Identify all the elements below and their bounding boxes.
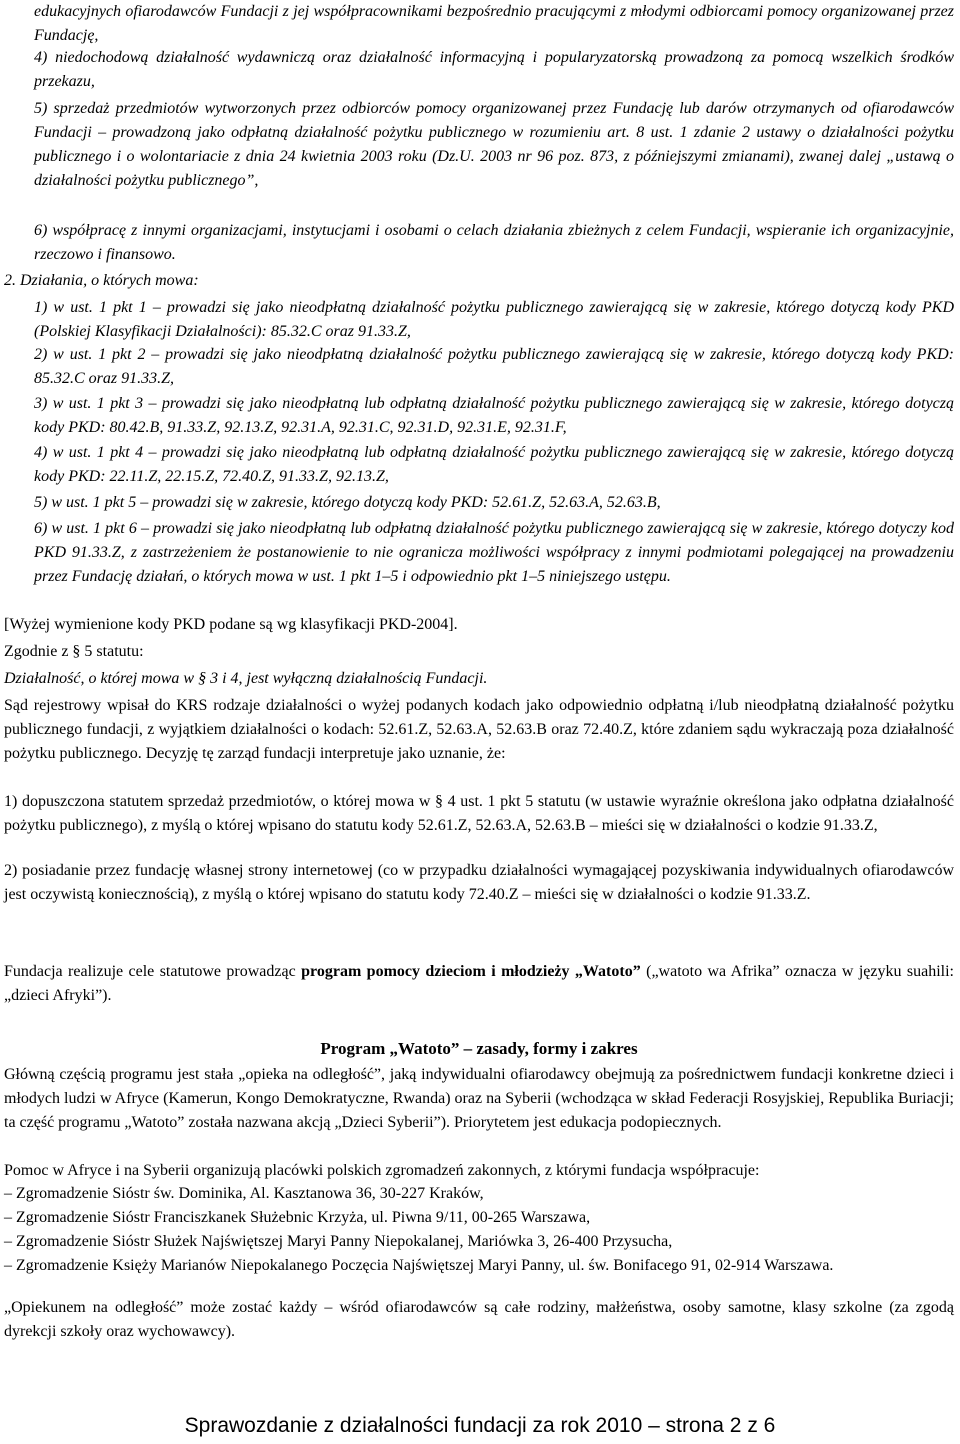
section-2-item-2: 2) w ust. 1 pkt 2 – prowadzi się jako nieodpłatną działalność pożytku publicznego zawierającą się w zakresie, którego dotyczą kody PKD: 85.32.C oraz 91.33.Z,	[34, 346, 954, 387]
section-2-item-6: 6) w ust. 1 pkt 6 – prowadzi się jako nieodpłatną lub odpłatną działalność pożytku publicznego zawierającą się w zakresie, którego dotyczy kod PKD 91.33.Z, z zastrzeżeniem że postanowienie to nie ogranicza możliwości współpracy z innymi podmiotami polegającej na prowadzeniu przez Fundację działań, o których mowa w ust. 1 pkt 1–5 i odpowiednio pkt 1–5 niniejszego ustępu.	[34, 520, 954, 585]
page-footer: Sprawozdanie z działalności fundacji za rok 2010 – strona 2 z 6	[184, 1414, 776, 1437]
krs-paragraph: Sąd rejestrowy wpisał do KRS rodzaje działalności o wyżej podanych kodach jako odpowiednio odpłatną i/lub nieodpłatną działalność pożytku publicznego fundacji, z wyjątkiem działalności o kodach: 52.61.Z, 52.63.A, 52.63.B oraz 72.40.Z, które zdaniem sądu wykraczają poza działalność pożytku publicznego. Decyzję tę zarząd fundacji interpretuje jako uznanie, że:	[4, 697, 954, 762]
section-2-item-1: 1) w ust. 1 pkt 1 – prowadzi się jako nieodpłatną działalność pożytku publicznego zawierającą się w zakresie, którego dotyczą kody PKD (Polskiej Klasyfikacji Działalności): 85.32.C oraz 91.33.Z,	[34, 299, 954, 340]
statute-item-3-continuation: edukacyjnych ofiarodawców Fundacji z jej współpracownikami bezpośrednio pracującymi z młodymi odbiorcami pomocy organizowanej przez Fundację,	[34, 3, 954, 44]
statute-item-6: 6) współpracę z innymi organizacjami, instytucjami i osobami o celach działania zbieżnych z celem Fundacji, wspieranie ich organizacyjnie, rzeczowo i finansowo.	[34, 222, 954, 263]
congregation-item: – Zgromadzenie Sióstr Służek Najświętszej Maryi Panny Niepokalanej, Mariówka 3, 26-400 Przysucha,	[4, 1233, 673, 1250]
watoto-post: („watoto wa Afrika” oznacza w języku suahili: „dzieci Afryki”).	[4, 963, 954, 1004]
watoto-program-name: program pomocy dzieciom i młodzieży „Watoto”	[301, 963, 641, 980]
congregation-item: – Zgromadzenie Księży Marianów Niepokalanego Poczęcia Najświętszej Maryi Panny, ul. św. Bonifacego 91, 02-914 Warszawa.	[4, 1257, 834, 1274]
congregation-item: – Zgromadzenie Sióstr Franciszkanek Służebnic Krzyża, ul. Piwna 9/11, 00-265 Warszawa,	[4, 1209, 591, 1226]
program-heading: Program „Watoto” – zasady, formy i zakres	[320, 1039, 638, 1058]
congregation-list	[4, 1182, 954, 1278]
statute-5-quote: Działalność, o której mowa w § 3 i 4, jest wyłączną działalnością Fundacji.	[4, 670, 488, 687]
watoto-paragraph	[4, 960, 954, 1008]
caretaker-paragraph: „Opiekunem na odległość” może zostać każdy – wśród ofiarodawców są całe rodziny, małżeństwa, osoby samotne, klasy szkolne (za zgodą dyrekcji szkoły oraz wychowawcy).	[4, 1299, 954, 1340]
pkd-note: [Wyżej wymienione kody PKD podane są wg klasyfikacji PKD-2004].	[4, 616, 458, 633]
statute-item-4: 4) niedochodową działalność wydawniczą oraz działalność informacyjną i popularyzatorską prowadzoną za pomocą wszelkich środków przekazu,	[34, 49, 954, 90]
program-main-paragraph: Główną częścią programu jest stała „opieka na odległość”, jaką indywidualni ofiarodawcy obejmują za pośrednictwem fundacji konkretne dzieci i młodych ludzi w Afryce (Kamerun, Kongo Demokratyczne, Rwanda) oraz na Syberii (wchodząca w skład Federacji Rosyjskiej, Republika Buriacji; ta część programu „Watoto” została nazwana akcją „Dzieci Syberii”). Priorytetem jest edukacja podopiecznych.	[4, 1066, 954, 1131]
krs-point-2: 2) posiadanie przez fundację własnej strony internetowej (co w przypadku działalności wymagającej pozyskiwania indywidualnych ofiarodawców jest oczywistą koniecznością), z myślą o której wpisano do statutu kody 72.40.Z – mieści się w działalności o kodzie 91.33.Z.	[4, 862, 954, 903]
krs-point-1: 1) dopuszczona statutem sprzedaż przedmiotów, o której mowa w § 4 ust. 1 pkt 5 statutu (w ustawie wyraźnie określona jako odpłatna działalność pożytku publicznego), z myślą o której wpisano do statutu kody 52.61.Z, 52.63.A, 52.63.B – mieści się w działalności o kodzie 91.33.Z,	[4, 793, 954, 834]
watoto-pre: Fundacja realizuje cele statutowe prowadząc	[4, 963, 302, 980]
help-intro: Pomoc w Afryce i na Syberii organizują placówki polskich zgromadzeń zakonnych, z którymi fundacja współpracuje:	[4, 1162, 760, 1179]
section-2-item-5: 5) w ust. 1 pkt 5 – prowadzi się w zakresie, którego dotyczą kody PKD: 52.61.Z, 52.63.A, 52.63.B,	[34, 494, 661, 511]
section-2-item-3: 3) w ust. 1 pkt 3 – prowadzi się jako nieodpłatną lub odpłatną działalność pożytku publicznego zawierającą się w zakresie, którego dotyczą kody PKD: 80.42.B, 91.33.Z, 92.13.Z, 92.31.A, 92.31.C, 92.31.D, 92.31.E, 92.31.F,	[34, 395, 954, 436]
congregation-item: – Zgromadzenie Sióstr św. Dominika, Al. Kasztanowa 36, 30-227 Kraków,	[4, 1185, 484, 1202]
statute-5-intro: Zgodnie z § 5 statutu:	[4, 643, 144, 660]
statute-item-5: 5) sprzedaż przedmiotów wytworzonych przez odbiorców pomocy organizowanej przez Fundację lub darów otrzymanych od ofiarodawców Fundacji – prowadzoną jako odpłatną działalność pożytku publicznego w rozumieniu art. 8 ust. 1 zdanie 2 ustawy o działalności pożytku publicznego i o wolontariacie z dnia 24 kwietnia 2003 roku (Dz.U. 2003 nr 96 poz. 873, z późniejszymi zmianami), zwanej dalej „ustawą o działalności pożytku publicznego”,	[34, 100, 954, 189]
section-2-item-4: 4) w ust. 1 pkt 4 – prowadzi się jako nieodpłatną lub odpłatną działalność pożytku publicznego zawierającą się w zakresie, którego dotyczą kody PKD: 22.11.Z, 22.15.Z, 72.40.Z, 91.33.Z, 92.13.Z,	[34, 444, 954, 485]
statute-section-2-heading: 2. Działania, o których mowa:	[4, 272, 199, 289]
